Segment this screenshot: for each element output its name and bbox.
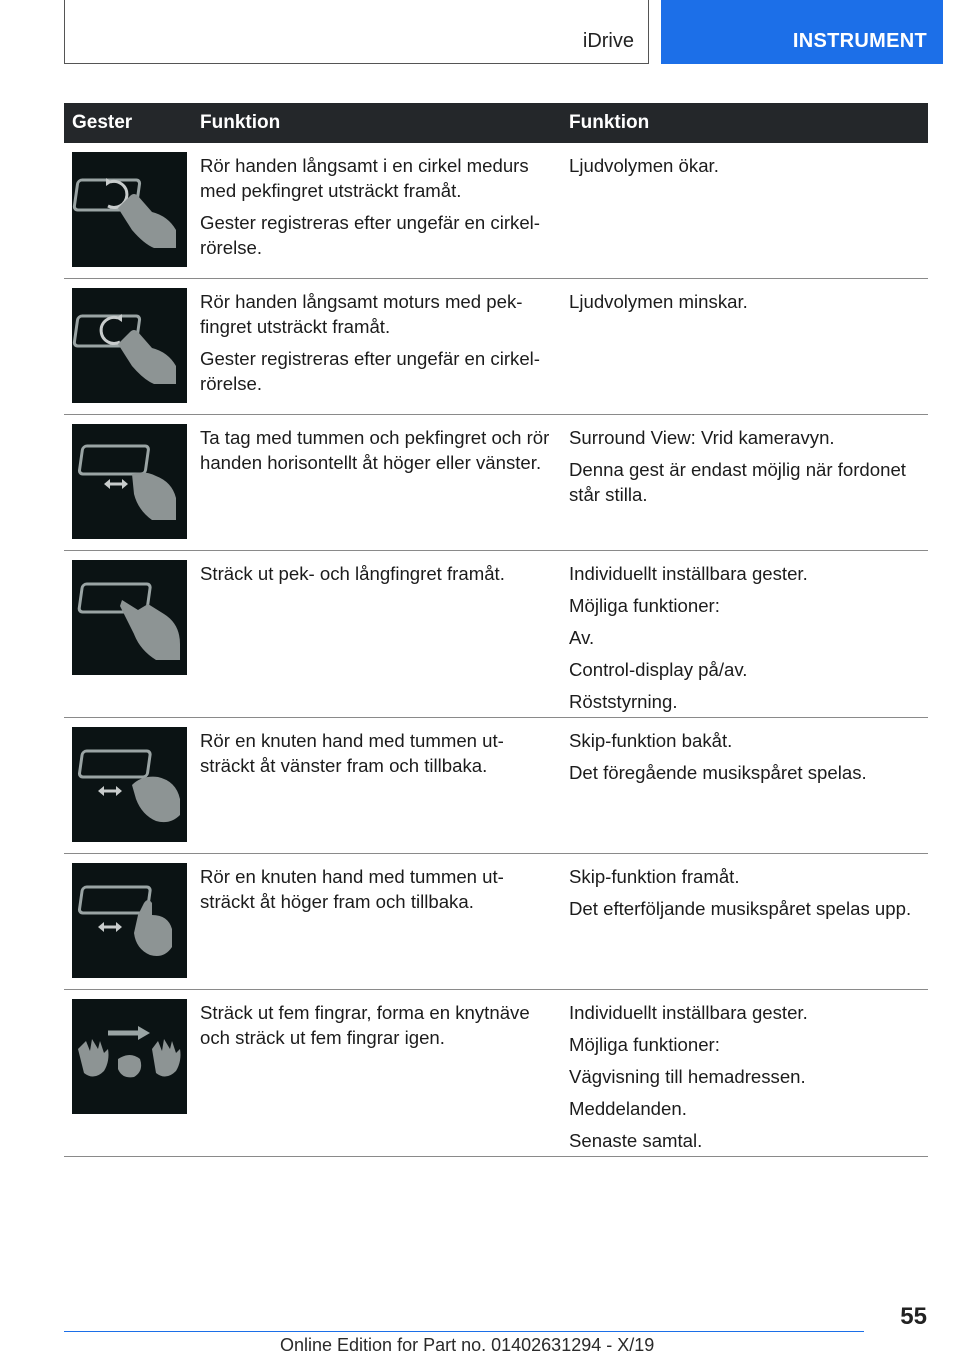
table-row (64, 718, 928, 854)
footer-divider (64, 1331, 864, 1332)
function-description: Skip-funktion framåt. (569, 866, 740, 887)
function-description: Det föregående musikspåret spelas. (569, 762, 867, 783)
function-description: Det efterföljande musikspåret spelas upp. (569, 898, 912, 919)
function-description: Control-display på/av. (569, 659, 748, 680)
fist-thumb-left-gesture-icon (72, 727, 187, 842)
fist-thumb-right-gesture-icon (72, 863, 187, 978)
gesture-description: Gester registreras efter ungefär en cirkel-rörelse. (200, 212, 540, 258)
table-header (64, 103, 928, 143)
circle-counterclockwise-gesture-icon (72, 288, 187, 403)
two-finger-point-gesture-icon (72, 560, 187, 675)
function-description: Ljudvolymen minskar. (569, 291, 748, 312)
table-row (64, 143, 928, 279)
function-description: Senaste samtal. (569, 1130, 703, 1151)
column-header-description: Funktion (200, 112, 281, 133)
gesture-table (64, 103, 928, 1157)
page-number: 55 (900, 1303, 927, 1330)
function-description: Individuellt inställbara gester. (569, 563, 808, 584)
function-description: Individuellt inställbara gester. (569, 1002, 808, 1023)
function-description: Röststyrning. (569, 691, 678, 712)
open-fist-open-gesture-icon (72, 999, 187, 1114)
table-row (64, 415, 928, 551)
gesture-description: Rör handen långsamt i en cirkel medurs med pekfingret utsträckt framåt. (200, 155, 529, 201)
column-header-gesture: Gester (72, 112, 133, 133)
header-section-tab (64, 0, 649, 64)
section-label: iDrive (582, 30, 634, 52)
column-header-function: Funktion (569, 112, 650, 133)
table-row (64, 279, 928, 415)
function-description: Meddelanden. (569, 1098, 687, 1119)
gesture-description: Rör handen långsamt moturs med pek-fingret utsträckt framåt. (200, 291, 523, 337)
edition-text: Online Edition for Part no. 01402631294 - X/19 (280, 1335, 655, 1355)
table-row (64, 990, 928, 1157)
gesture-description: Rör en knuten hand med tummen ut-sträckt åt vänster fram och tillbaka. (200, 730, 504, 776)
function-description: Surround View: Vrid kameravyn. (569, 427, 835, 448)
gesture-description: Sträck ut fem fingrar, forma en knytnäve och sträck ut fem fingrar igen. (200, 1002, 530, 1048)
pinch-swipe-gesture-icon (72, 424, 187, 539)
function-description: Denna gest är endast möjlig när fordonet står stilla. (569, 459, 906, 505)
function-description: Skip-funktion bakåt. (569, 730, 733, 751)
gesture-description: Gester registreras efter ungefär en cirkel-rörelse. (200, 348, 540, 394)
circle-clockwise-gesture-icon (72, 152, 187, 267)
function-description: Ljudvolymen ökar. (569, 155, 719, 176)
gesture-description: Rör en knuten hand med tummen ut-sträckt åt höger fram och tillbaka. (200, 866, 504, 912)
gesture-description: Ta tag med tummen och pekfingret och rör handen horisontellt åt höger eller vänster. (200, 427, 550, 473)
table-row (64, 551, 928, 718)
function-description: Vägvisning till hemadressen. (569, 1066, 806, 1087)
header-chapter-tab (661, 0, 943, 64)
function-description: Möjliga funktioner: (569, 595, 720, 616)
function-description: Av. (569, 627, 595, 648)
table-row (64, 854, 928, 990)
chapter-label: INSTRUMENT (792, 30, 927, 52)
function-description: Möjliga funktioner: (569, 1034, 720, 1055)
gesture-description: Sträck ut pek- och långfingret framåt. (200, 563, 505, 584)
